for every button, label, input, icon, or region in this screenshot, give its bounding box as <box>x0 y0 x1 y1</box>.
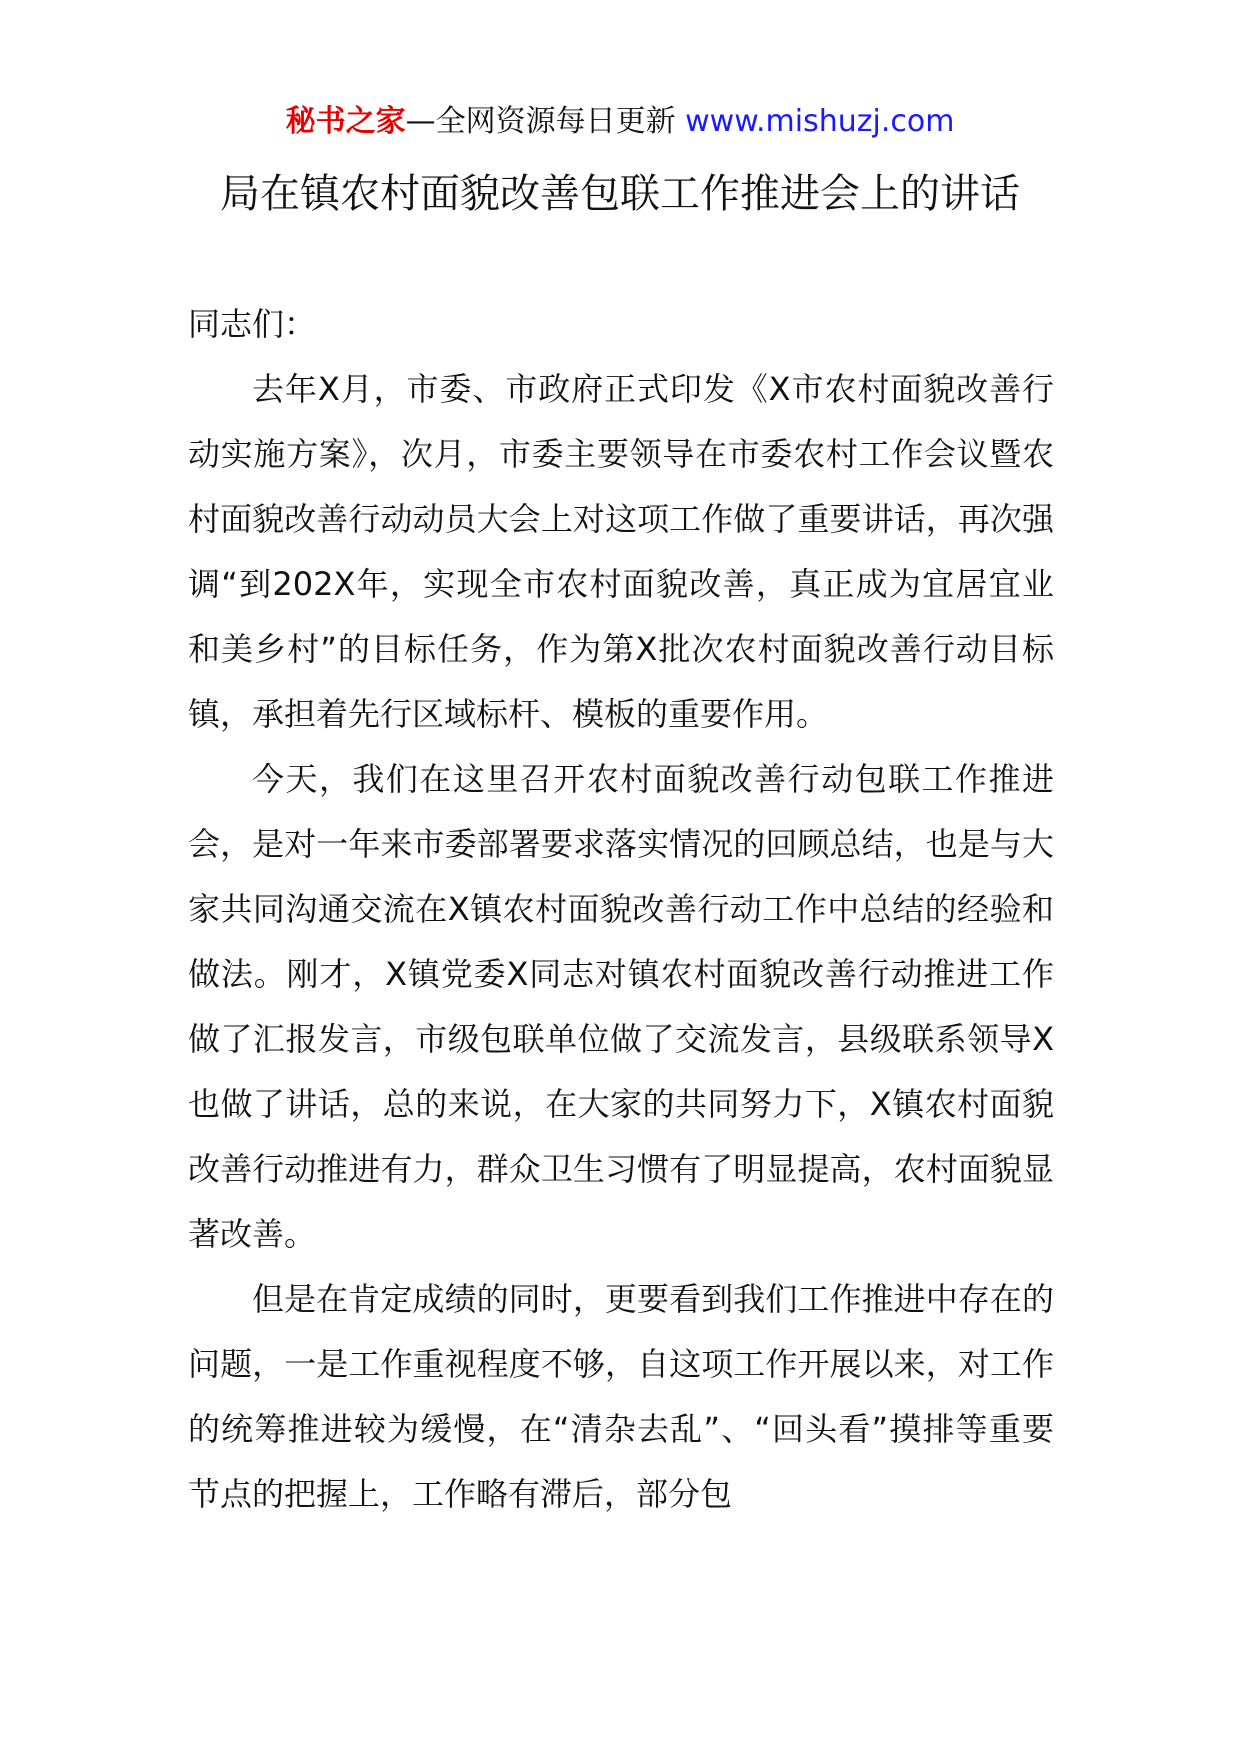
site-brand: 秘书之家 <box>285 104 406 139</box>
paragraph-2: 今天，我们在这里召开农村面貌改善行动包联工作推进会，是对一年来市委部署要求落实情况的回顾总结，也是与大家共同沟通交流在X镇农村面貌改善行动工作中总结的经验和做法。刚才，X镇党委X同志对镇农村面貌改善行动推进工作做了汇报发言，市级包联单位做了交流发言，县级联系领导X也做了讲话，总的来说，在大家的共同努力下，X镇农村面貌改善行动推进有力，群众卫生习惯有了明显提高，农村面貌显著改善。 <box>188 760 1054 1253</box>
paragraph-3: 但是在肯定成绩的同时，更要看到我们工作推进中存在的问题，一是工作重视程度不够，自这项工作开展以来，对工作的统筹推进较为缓慢，在“清杂去乱”、“回头看”摸排等重要节点的把握上，工作略有滞后，部分包 <box>188 1280 1054 1513</box>
site-url-link[interactable]: www.mishuzj.com <box>685 104 955 139</box>
document-body <box>188 292 1054 1527</box>
site-header <box>0 100 1240 144</box>
salutation: 同志们： <box>188 305 317 343</box>
site-tagline: —全网资源每日更新 <box>405 104 676 139</box>
document-title: 局在镇农村面貌改善包联工作推进会上的讲话 <box>220 171 1020 217</box>
paragraph-1: 去年X月，市委、市政府正式印发《X市农村面貌改善行动实施方案》，次月，市委主要领导在市委农村工作会议暨农村面貌改善行动动员大会上对这项工作做了重要讲话，再次强调“到202X年，实现全市农村面貌改善，真正成为宜居宜业和美乡村”的目标任务，作为第X批次农村面貌改善行动目标镇，承担着先行区域标杆、模板的重要作用。 <box>188 370 1054 733</box>
